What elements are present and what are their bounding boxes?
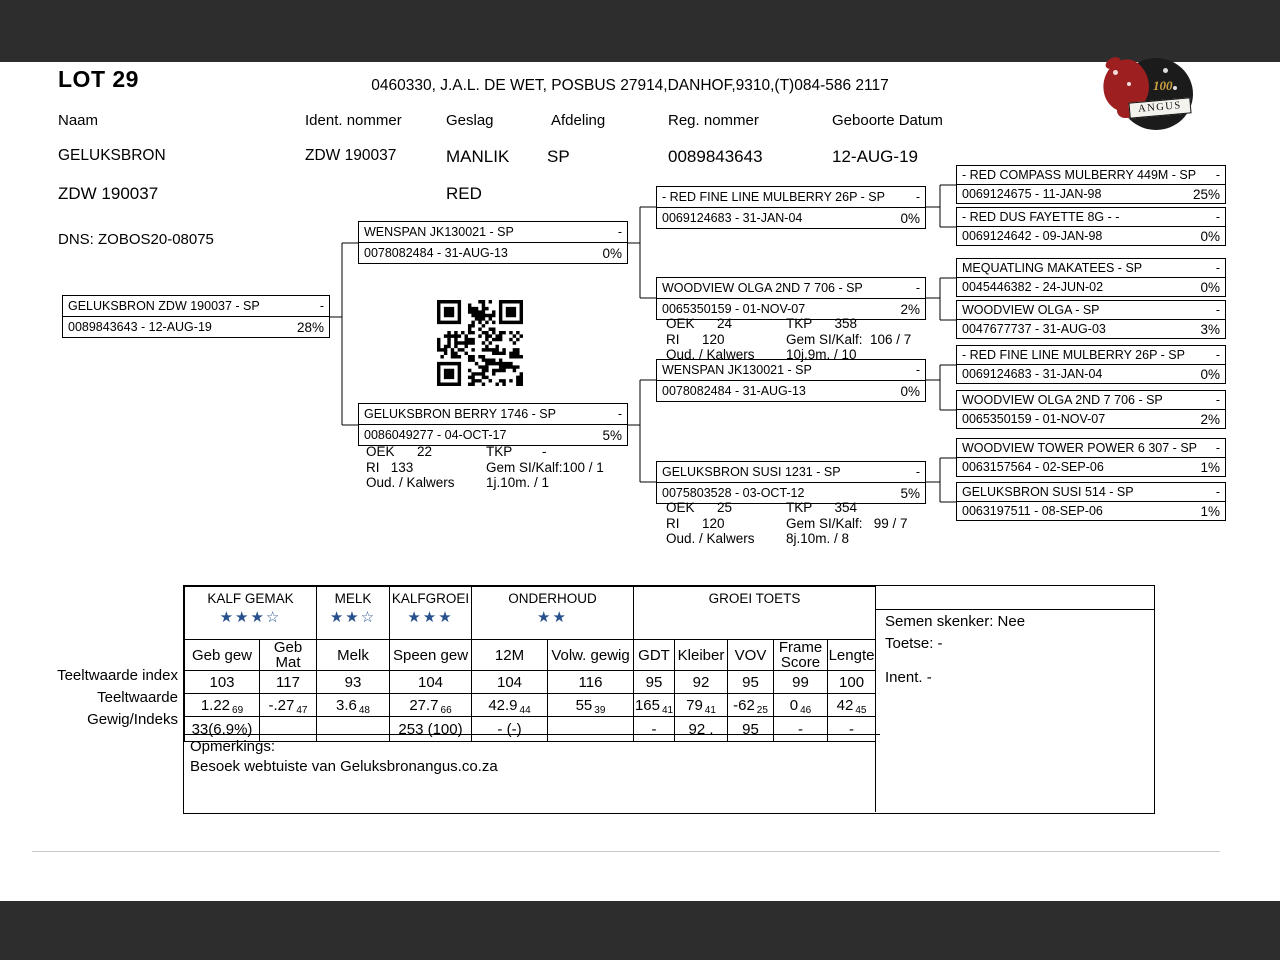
inbreeding-pct: 0% [1200,228,1220,244]
dash: - [319,299,324,313]
ebv-accuracy: 69 [232,704,244,716]
inbreeding-pct: 2% [900,301,920,317]
animal-name: GELUKSBRON ZDW 190037 - SP [68,299,260,313]
index-cell: 99 [774,671,828,694]
ebv-value: 0 [789,696,799,714]
ebv-cell [728,694,774,717]
star-rating: ★★★☆ [219,609,282,626]
animal-name: GELUKSBRON SUSI 1231 - SP [662,465,841,479]
stat-line: RI 120 [666,331,725,347]
index-cell: 116 [548,671,634,694]
index-cell: 104 [390,671,472,694]
dash: - [1215,168,1220,182]
animal-name: WOODVIEW OLGA - SP [962,303,1100,317]
animal-reg: 0045446382 - 24-JUN-02 [962,280,1104,294]
star-rating: ★★★ [407,609,454,626]
ebv-accuracy: 47 [296,704,308,716]
inbreeding-pct: 2% [1200,411,1220,427]
dash: - [915,465,920,479]
ebv-cell [390,694,472,717]
index-cell: 100 [828,671,876,694]
stat-line: 1j.10m. / 1 [486,475,550,490]
pedigree-box-ggparent [956,482,1226,521]
animal-reg: 0065350159 - 01-NOV-07 [962,412,1106,426]
ebv-table [184,586,876,742]
pedigree-box-grandparent [656,359,926,402]
ebv-accuracy: 66 [440,704,452,716]
ebv-value: 3.6 [336,696,357,714]
logo-spot [1127,82,1131,86]
group-onderhoud [472,587,634,640]
animal-name: WOODVIEW OLGA 2ND 7 706 - SP [662,281,863,295]
bottom-dark-bar [0,901,1280,960]
group-kalfgroei [390,587,472,640]
dash: - [1215,303,1220,317]
footer-divider [32,851,1220,852]
ebv-value: -62 [733,696,755,714]
value-geboorte-datum: 12-AUG-19 [832,147,918,166]
ebv-table-area [183,585,1155,814]
col-speen-gew: Speen gew [390,640,472,671]
index-cell: 117 [260,671,317,694]
pedigree-box-ggparent [956,258,1226,297]
animal-reg: 0065350159 - 01-NOV-07 [662,302,806,316]
dash: - [1215,210,1220,224]
pedigree-box-dam [358,403,628,446]
ebv-cell [828,694,876,717]
value-afdeling: SP [547,147,570,166]
index-cell: 103 [185,671,260,694]
pedigree-box-grandparent [656,277,926,320]
animal-name: - RED FINE LINE MULBERRY 26P - SP [662,190,885,204]
weight-cell: 92 . [675,717,728,742]
weight-cell: 95 [728,717,774,742]
ebv-accuracy: 25 [756,704,768,716]
col-lengte: Lengte [828,640,876,671]
pedigree-box-grandparent [656,461,926,504]
ebv-cell [185,694,260,717]
ebv-cell [634,694,675,717]
value-geslag: MANLIK [446,147,510,166]
animal-name: - RED COMPASS MULBERRY 449M - SP [962,168,1197,182]
ebv-value: 55 [575,696,593,714]
group-label: MELK [334,591,372,606]
row-label-teeltwaarde: Teeltwaarde [97,689,178,706]
stat-line: TKP - [486,444,547,459]
inbreeding-pct: 1% [1200,503,1220,519]
ebv-cell [774,694,828,717]
semen-skenker: Semen skenker: Nee [885,613,1026,630]
label-geboorte-datum: Geboorte Datum [832,112,943,129]
col-vov: VOV [728,640,774,671]
stat-line: OEK 24 [666,316,733,331]
ebv-value: 79 [686,696,703,714]
group-label: KALFGROEI [391,591,470,606]
toetse: Toetse: - [885,635,943,652]
stat-line: RI 133 [366,459,414,475]
logo-angus-banner: ANGUS [1128,97,1191,118]
angus-logo [1103,56,1195,134]
dash: - [915,281,920,295]
opmerkings-box [184,734,880,815]
dash: - [617,225,622,239]
group-label: ONDERHOUD [508,591,597,606]
pedigree-box-sire [358,221,628,264]
stat-line: Oud. / Kalwers [366,475,455,490]
ebv-cell [317,694,390,717]
stat-line: OEK 22 [366,444,433,459]
col-volw-gewig: Volw. gewig [548,640,634,671]
value-naam: GELUKSBRON [58,147,166,164]
inbreeding-pct: 25% [1192,186,1220,202]
inbreeding-pct: 0% [900,210,920,226]
dam-olga-fertility-stats [666,316,911,363]
value-ident-nommer: ZDW 190037 [305,147,397,164]
opmerkings-label: Opmerkings: [190,738,276,755]
index-cell: 104 [472,671,548,694]
ebv-row-labels [53,665,178,733]
ebv-accuracy: 41 [704,704,716,716]
inbreeding-pct: 28% [296,319,324,335]
group-groei-toets [634,587,876,640]
animal-name: WENSPAN JK130021 - SP [364,225,514,239]
breeder-contact: 0460330, J.A.L. DE WET, POSBUS 27914,DANHOF,9310,(T)084-586 2117 [371,77,889,94]
animal-name: GELUKSBRON SUSI 514 - SP [962,485,1134,499]
index-cell: 95 [728,671,774,694]
dam-berry-fertility-stats [366,444,604,491]
pedigree-box-ggparent [956,390,1226,429]
side-info-panel [875,586,1154,812]
ebv-value: 42.9 [488,696,518,714]
dash: - [1215,485,1220,499]
logo-spot [1163,68,1168,73]
ebv-accuracy: 48 [358,704,370,716]
group-label: GROEI TOETS [708,591,801,606]
logo-spot [1113,70,1118,75]
row-label-gewig-indeks: Gewig/Indeks [87,711,178,728]
ebv-accuracy: 41 [661,704,674,716]
row-label-teeltwaarde-index: Teeltwaarde index [57,667,178,684]
lot-number: LOT 29 [58,66,139,92]
animal-reg: 0069124642 - 09-JAN-98 [962,229,1103,243]
col-geb-mat: Geb Mat [260,640,317,671]
stat-line: 8j.10m. / 8 [786,531,850,546]
dash: - [1215,261,1220,275]
qr-code [437,300,523,386]
pedigree-box-ggparent [956,207,1226,246]
animal-name: - RED FINE LINE MULBERRY 26P - SP [962,348,1185,362]
star-rating: ★★☆ [329,609,377,626]
opmerkings-text: Besoek webtuiste van Geluksbronangus.co.za [190,758,498,775]
group-kalf-gemak [185,587,317,640]
ebv-accuracy: 44 [519,704,531,716]
label-naam: Naam [58,112,99,129]
animal-name: MEQUATLING MAKATEES - SP [962,261,1143,275]
col-gdt: GDT [634,640,675,671]
value-colour: RED [446,184,482,203]
logo-100-years: 100 [1153,78,1173,93]
col-geb-gew: Geb gew [185,640,260,671]
ebv-value: 165 [634,696,660,714]
ebv-cell [472,694,548,717]
weight-cell: - [828,717,876,742]
column-header-row [185,640,876,671]
ebv-value: 1.22 [200,696,231,714]
label-reg-nommer: Reg. nommer [668,112,759,129]
index-cell: 93 [317,671,390,694]
animal-reg: 0089843643 - 12-AUG-19 [68,320,212,334]
animal-name: WOODVIEW OLGA 2ND 7 706 - SP [962,393,1163,407]
inbreeding-pct: 3% [1200,321,1220,337]
inent: Inent. - [885,669,932,686]
stat-line: Gem SI/Kalf: 99 / 7 [786,515,908,531]
stat-line: RI 120 [666,515,725,531]
col-melk: Melk [317,640,390,671]
label-ident-nommer: Ident. nommer [305,112,402,129]
group-label: KALF GEMAK [207,591,294,606]
animal-reg: 0069124675 - 11-JAN-98 [962,187,1102,201]
index-cell: 95 [634,671,675,694]
weight-cell: - (-) [472,717,548,742]
ebv-accuracy: 39 [594,704,606,716]
stat-line: Oud. / Kalwers [666,347,755,362]
top-dark-bar [0,0,1280,62]
ebv-value: -.27 [268,696,295,714]
ebv-value: 42 [836,696,854,714]
animal-reg: 0086049277 - 04-OCT-17 [364,428,507,442]
dash: - [617,407,622,421]
label-afdeling: Afdeling [551,112,606,129]
index-cell: 92 [675,671,728,694]
ebv-cell [675,694,728,717]
pedigree-box-subject [62,295,330,338]
side-panel-top-strip [876,586,1154,610]
value-naam-ident: ZDW 190037 [58,184,159,203]
stat-line: Gem SI/Kalf:100 / 1 [486,459,604,475]
pedigree-box-ggparent [956,438,1226,477]
inbreeding-pct: 5% [900,485,920,501]
pedigree-box-grandparent [656,186,926,229]
ebv-accuracy: 45 [855,704,867,716]
stat-line: Gem SI/Kalf: 106 / 7 [786,331,912,347]
col-12m: 12M [472,640,548,671]
weight-cell: - [634,717,675,742]
animal-reg: 0078082484 - 31-AUG-13 [364,246,508,260]
inbreeding-pct: 1% [1200,459,1220,475]
pedigree-box-ggparent [956,345,1226,384]
dash: - [1215,441,1220,455]
animal-reg: 0069124683 - 31-JAN-04 [662,211,803,225]
animal-reg: 0075803528 - 03-OCT-12 [662,486,805,500]
dash: - [915,190,920,204]
pedigree-box-ggparent [956,300,1226,339]
stat-line: OEK 25 [666,500,733,515]
dash: - [1215,348,1220,362]
animal-name: - RED DUS FAYETTE 8G - - [962,210,1120,224]
stat-line: TKP 358 [786,316,858,331]
animal-reg: 0047677737 - 31-AUG-03 [962,322,1106,336]
animal-reg: 0063197511 - 08-SEP-06 [962,504,1103,518]
animal-reg: 0078082484 - 31-AUG-13 [662,384,806,398]
col-frame-score: Frame Score [774,640,828,671]
ebv-value: 27.7 [409,696,439,714]
label-geslag: Geslag [446,112,494,129]
animal-reg: 0069124683 - 31-JAN-04 [962,367,1103,381]
stat-line: 10j.9m. / 10 [786,347,857,362]
inbreeding-pct: 0% [1200,366,1220,382]
logo-spot [1173,86,1177,90]
stat-line: Oud. / Kalwers [666,531,755,546]
weight-cell: 253 (100) [390,717,472,742]
ebv-cell [260,694,317,717]
animal-reg: 0063157564 - 02-SEP-06 [962,460,1104,474]
star-rating: ★★ [537,609,568,626]
dash: - [1215,393,1220,407]
pedigree-box-ggparent [956,165,1226,204]
ebv-accuracy: 46 [800,704,812,716]
dash: - [915,363,920,377]
inbreeding-pct: 0% [1200,279,1220,295]
animal-name: WOODVIEW TOWER POWER 6 307 - SP [962,441,1197,455]
teeltwaarde-row [185,694,876,717]
dam-susi-fertility-stats [666,500,908,547]
teeltwaarde-index-row [185,671,876,694]
ebv-cell [548,694,634,717]
dns-number: DNS: ZOBOS20-08075 [58,231,214,248]
inbreeding-pct: 0% [602,245,622,261]
animal-name: GELUKSBRON BERRY 1746 - SP [364,407,556,421]
group-melk [317,587,390,640]
animal-name: WENSPAN JK130021 - SP [662,363,812,377]
col-kleiber: Kleiber [675,640,728,671]
stat-line: TKP 354 [786,500,858,515]
weight-cell: 33(6.9%) [185,717,260,742]
inbreeding-pct: 5% [602,427,622,443]
value-reg-nommer: 0089843643 [668,147,763,166]
weight-cell: - [774,717,828,742]
inbreeding-pct: 0% [900,383,920,399]
